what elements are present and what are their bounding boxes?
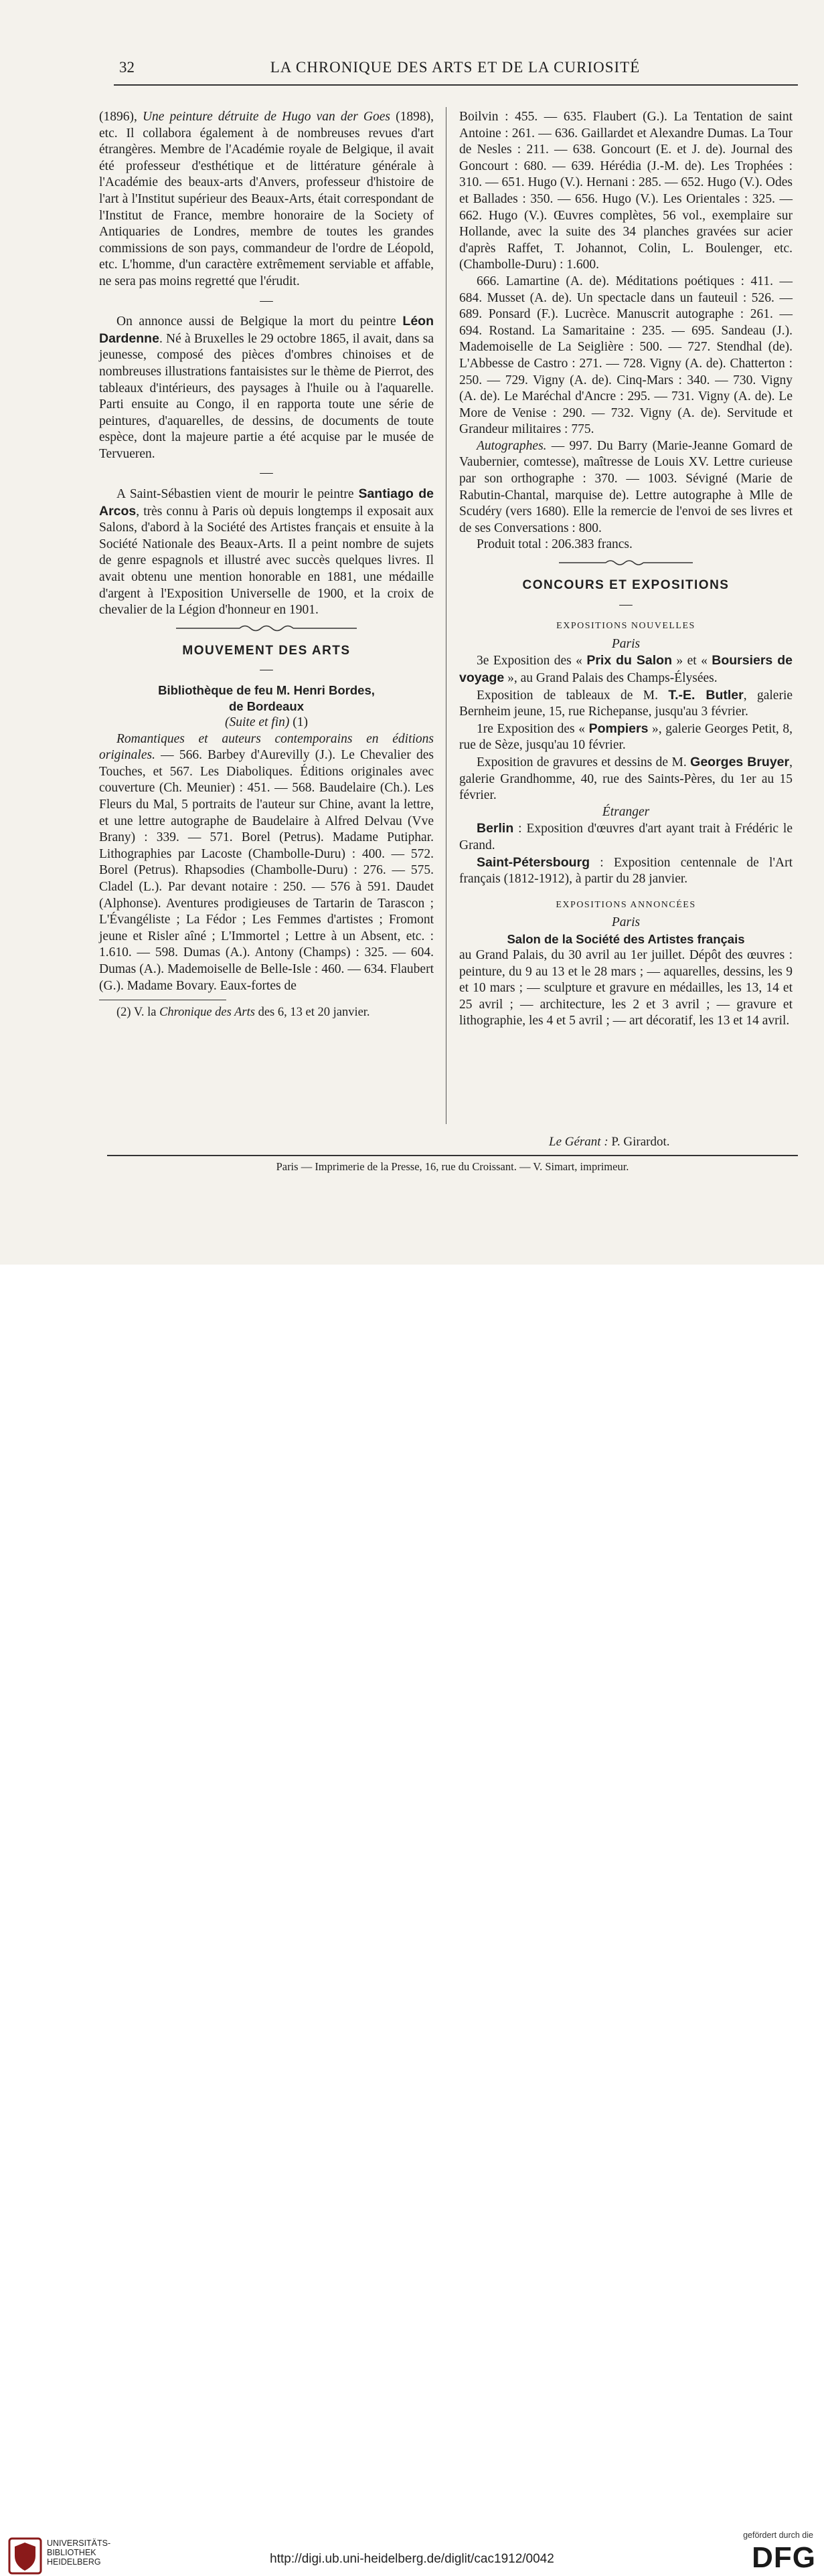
gerant-signature: Le Gérant : P. Girardot. [549,1135,670,1149]
exhibition-item: 3e Exposition des « Prix du Salon » et « Boursiers de voyage », au Grand Palais des Champs-Élysées. [459,653,793,685]
section-title-mouvement: MOUVEMENT DES ARTS [182,643,351,658]
imprint-line: Paris — Imprimerie de la Presse, 16, rue du Croissant. — V. Simart, imprimeur. [276,1160,629,1173]
etranger-heading: Étranger [602,804,650,819]
expositions-nouvelles-heading: EXPOSITIONS NOUVELLES [556,621,695,632]
separator-dash: — [619,597,633,612]
exhibition-item: Berlin : Exposition d'œuvres d'art ayant trait à Frédéric le Grand. [459,821,793,852]
salon-title: Salon de la Société des Artistes français [507,931,745,946]
left-column [99,109,434,1021]
exhibition-item: Saint-Pétersbourg : Exposition centennale de l'Art français (1812-1912), à partir du 28 janvier. [459,854,793,887]
expositions-annoncees-heading: EXPOSITIONS ANNONCÉES [556,899,696,910]
source-url-link[interactable]: http://digi.ub.uni-heidelberg.de/diglit/cac1912/0042 [270,2552,554,2566]
total-paragraph: Produit total : 206.383 francs. [477,537,633,552]
dardenne-paragraph: On annonce aussi de Belgique la mort du peintre Léon Dardenne. Né à Bruxelles le 29 octobre 1865, il avait, dans sa jeunesse, composé des pièces d'ombres chinoises et de nombreuses illustrations fantaisistes sur le thème de Pierrot, des tableaux d'intérieurs, des paysages à l'huile ou à l'aquarelle. Parti ensuite au Congo, il en rapporta toute une série de peintures, d'aquarelles, de dessins, de documents de toute espèce, dont la majeure partie a été acquise par le musée de Tervueren. [99,314,434,461]
separator-dash: — [260,466,273,480]
university-library-label: UNIVERSITÄTS- BIBLIOTHEK HEIDELBERG [47,2539,111,2567]
sale-continued-paragraph: Boilvin : 455. — 635. Flaubert (G.). La Tentation de saint Antoine : 261. — 636. Gaillardet et Alexandre Dumas. La Tour de Nesles : 211. — 638. Goncourt (E. et J. de). Journal des Goncourt : 680. — 639. Hérédia (J.-M. de). Les Trophées : 310. — 651. Hugo (V.). Hernani : 285. — 652. Hugo (V.). Odes et Ballades : 350. — 656. Hugo (V.). Les Orientales : 325. — 662. Hugo (V.). Œuvres complètes, 56 vol., exemplaire sur Hollande, avec la suite des 34 planches gravées sur acier d'après Raffet, T. Johannot, Colin, L. Boulenger, etc. (Chambolle-Duru) : 1.600. [459,110,793,272]
running-title: LA CHRONIQUE DES ARTS ET DE LA CURIOSITÉ [270,59,641,76]
separator-dash: — [260,662,273,677]
exhibition-item: 1re Exposition des « Pompiers », galerie Georges Petit, 8, rue de Sèze, jusqu'au 10 février. [459,721,793,753]
autographes-paragraph: Autographes. — 997. Du Barry (Marie-Jeanne Gomard de Vaubernier, comtesse), maîtresse de Louis XV. Lettre curieuse par son orthographe : 370. — 1003. Sévigné (Marie de Rabutin-Chantal, marquise de). Lettre autographe à Mlle de Scudéry (vers 1680). Elle la remercie de l'envoi de ses livres et de ses Conversations : 800. [459,438,793,535]
dfg-logo: DFG [752,2541,816,2574]
section-title-concours: CONCOURS ET EXPOSITIONS [522,578,730,593]
header-rule [114,84,798,86]
library-title-line2: de Bordeaux [228,699,305,713]
scanned-page [0,0,824,1265]
obituary-paragraph: (1896), Une peinture détruite de Hugo van der Goes (1898), etc. Il collabora également à de nombreuses revues d'art étrangères. Membre de l'Académie royale de Belgique, il avait été professeur d'esthétique et de littérature générale à l'Académie des beaux-arts d'Anvers, professeur d'histoire de l'art à l'Institut supérieur des Beaux-Arts, était correspondant de l'Institut de France, membre honoraire de la Society of Antiquaries de Londres, membre de toutes les grandes commissions de son pays, commandeur de l'ordre de Léopold, etc. L'homme, d'un caractère extrêmement serviable et affable, ne sera pas moins regretté que l'érudit. [99,110,434,288]
digitization-footer [0,1265,824,2574]
exhibition-item: Exposition de gravures et dessins de M. Georges Bruyer, galerie Grandhomme, 40, rue des Saints-Pères, du 1er au 15 février. [459,754,793,803]
right-column [459,109,793,1030]
separator-dash: — [260,293,273,308]
arcos-paragraph: A Saint-Sébastien vient de mourir le peintre Santiago de Arcos, très connu à Paris où depuis longtemps il exposait aux Salons, d'abord à la Société des Artistes français et ensuite à la Société Nationale des Beaux-Arts. Il a peint nombre de sujets de genre espagnols et illustré avec succès quelques livres. Il avait obtenu une mention honorable en 1881, une médaille d'argent à l'Exposition Universelle de 1900, et la croix de chevalier de la Légion d'honneur en 1901. [99,486,434,618]
library-title-line1: Bibliothèque de feu M. Henri Bordes, [158,683,375,697]
ornament-divider [176,623,357,634]
exhibition-item: Exposition de tableaux de M. T.-E. Butler, galerie Bernheim jeune, 15, rue Richepanse, jusqu'au 3 février. [459,687,793,719]
dfg-funding-label: gefördert durch die [743,2531,813,2540]
ornament-divider [559,557,693,568]
salon-details: au Grand Palais, du 30 avril au 1er juillet. Dépôt des œuvres : peinture, du 9 au 13 et le 28 mars ; — aquarelles, dessins, les 9 et 10 mars ; — sculpture et gravure en médailles, les 13, 14 et 25 avril ; — architecture, les 2 et 3 avril ; — gravure et lithographie, les 4 et 5 avril ; — art décoratif, les 13 et 14 avril. [459,947,793,1028]
page-number: 32 [119,59,135,76]
footnote: (2) V. la Chronique des Arts des 6, 13 et 20 janvier. [116,1006,370,1020]
sale-results-paragraph: Romantiques et auteurs contemporains en éditions originales. — 566. Barbey d'Aurevilly (J.). Le Chevalier des Touches, et 567. Les Diaboliques. Éditions originales avec couverture (Ch. Meunier) : 451. — 568. Baudelaire (Ch.). Les Fleurs du Mal, 5 portraits de l'auteur sur Chine, avant la lettre, et une lettre autographe de Baudelaire à Alfred Delvau (Vve Brany) : 339. — 571. Borel (Petrus). Madame Putiphar. Lithographies par Lacoste (Chambolle-Duru) : 400. — 572. Borel (Petrus). Rhapsodies (Chambolle-Duru) : 276. — 575. Cladel (L.). Par devant notaire : 250. — 576 à 591. Daudet (Alphonse). Aventures prodigieuses de Tartarin de Tarascon ; L'Évangéliste ; La Fédor ; Les Femmes d'artistes ; Fromont jeune et Risler aîné ; L'Immortel ; Lettre à un Absent, etc. : 1.610. — 598. Dumas (A.). Antony (Champs) : 325. — 604. Dumas (A.). Mademoiselle de Belle-Isle : 460. — 634. Flaubert (G.). Madame Bovary. Eaux-fortes de [99,731,434,993]
paris-heading: Paris [611,636,641,651]
continuation-note: (Suite et fin) (1) [224,715,308,729]
sale-lamartine-paragraph: 666. Lamartine (A. de). Méditations poétiques : 411. — 684. Musset (A. de). Un spectacle dans un fauteuil : 526. — 689. Ponsard (F.). Lucrèce. Manuscrit autographe : 261. — 694. Rostand. La Samaritaine : 235. — 695. Sandeau (J.). Mademoiselle de La Seiglière : 500. — 727. Stendhal (de). L'Abbesse de Castro : 271. — 728. Vigny (A. de). Chatterton : 250. — 729. Vigny (A. de). Cinq-Mars : 340. — 730. Vigny (A. de). Le Maréchal d'Ancre : 295. — 731. Vigny (A. de). Le More de Venise : 290. — 732. Vigny (A. de). Servitude et Grandeur militaires : 775. [459,274,793,437]
bottom-rule [107,1155,798,1156]
paris-heading: Paris [611,915,641,930]
page-header [114,59,797,80]
